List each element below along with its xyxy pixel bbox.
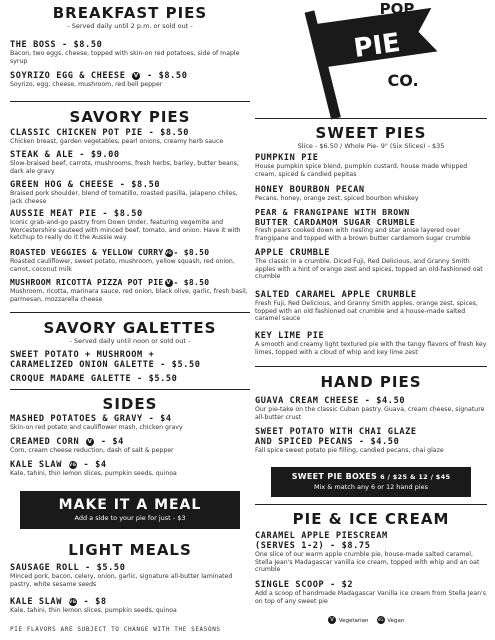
sides-title: SIDES [102,395,158,413]
item-desc: Corn, cream cheese reduction, dash of salt & pepper [10,447,174,454]
galettes-title: SAVORY GALETTES [43,319,217,337]
vegan-icon: VG [165,250,172,255]
boxes-sub: Mix & match any 6 or 12 hand pies [313,483,429,491]
vegan-icon: VG [377,617,384,622]
menu-item [10,248,250,273]
vegan-icon: VG [68,599,77,604]
breakfast-title: BREAKFAST PIES [52,4,208,22]
item-name: KALE SLAW VG - $4 [10,460,107,470]
sweet-title: SWEET PIES [315,124,427,142]
item-desc: Roasted cauliflower, sweet potato, mushroom, yellow squash, red onion, carrot, coconut milk [10,258,235,273]
menu-item [10,414,250,432]
menu-item [255,531,487,574]
hand-pies-section [255,373,487,391]
make-it-a-meal-banner [20,491,240,529]
make-meal-title: MAKE IT A MEAL [58,497,202,513]
item-desc: Chicken breast, garden vegetables, pearl onions, creamy herb sauce [10,138,224,145]
sweet-prices: Slice - $6.50 / Whole Pie- 9" (Six Slices) - $35 [297,142,445,150]
sweet-section [255,124,487,151]
item-desc: A smooth and creamy light textured pie with the tangy flavors of fresh key limes, topped with a cloud of whip and key lime zest [255,341,487,356]
vegetarian-icon: V [133,73,139,79]
light-meals-section [10,541,250,559]
item-name-cont: CARAMELIZED ONION GALETTE - $5.50 [10,360,201,370]
menu-item [255,427,487,455]
boxes-title: SWEET PIE BOXES 6 / $25 & 12 / $45 [291,472,451,481]
item-name: SAUSAGE ROLL - $5.50 [10,563,126,573]
item-name: CREAMED CORN V - $4 [10,437,124,447]
divider [10,312,250,313]
divider [255,366,487,367]
item-name: APPLE CRUMBLE [255,248,331,258]
vegetarian-icon: V [328,616,336,624]
vegan-icon: VG [68,462,77,467]
ice-cream-title: PIE & ICE CREAM [292,510,450,528]
item-name: PUMPKIN PIE [255,153,319,163]
menu-item [255,580,487,605]
breakfast-section [10,4,250,31]
vegetarian-icon: V [87,439,93,445]
vegetarian-icon: V [166,280,171,286]
menu-item [10,278,250,303]
menu-item [10,128,250,146]
menu-item [10,563,250,588]
make-meal-sub: Add a side to your pie for just - $3 [74,514,186,522]
logo-pie: PIE [351,27,403,65]
item-desc: Fall spice sweet potato pie filling, candied pecans, chai glaze [255,447,444,454]
menu-item [255,290,487,323]
item-name: CARAMEL APPLE PIESCREAM [255,531,388,541]
divider [10,389,250,390]
breakfast-note: - Served daily until 2 p.m. or sold out - [67,22,193,30]
item-desc: Minced pork, bacon, celery, onion, garlic, signature all-butter laminated pastry, white sesame seeds [10,573,233,588]
item-name: KALE SLAW VG - $8 [10,597,107,607]
item-name: GUAVA CREAM CHEESE - $4.50 [255,396,406,406]
item-name: MASHED POTATOES & GRAVY - $4 [10,414,172,424]
item-name: SOYRIZO EGG & CHEESE V - $8.50 [10,71,188,81]
item-desc: One slice of our warm apple crumble pie, house-made salted caramel, Stella Jean's Madagascar vanilla ice cream, topped with whip and an oat crumble [255,551,480,574]
savory-section [10,108,250,126]
item-desc: The classic in a crumble. Diced Fuji, Red Delicious, and Granny Smith apples with a hint of orange zest and spices, topped an old-fashioned oat crumble [255,258,483,281]
menu-item [255,248,487,281]
item-desc: Iconic grab-and-go pastry from Down Under, featuring vegemite and Worcestershire sauteed with minced beef, tomato, and onion. Have it with ketchup to really do it the Aussie way [10,219,241,242]
item-name: AUSSIE MEAT PIE - $8.50 [10,209,143,219]
menu-item [10,150,250,175]
item-desc: Fresh Fuji, Red Delicious, and Granny Smith apples, orange zest, spices, topped with an old fashioned oat crumble and a house-made salted caramel sauce [255,300,478,323]
savory-title: SAVORY PIES [69,108,191,126]
diet-legend [327,616,404,626]
logo-co: CO. [387,71,419,90]
item-name: CROQUE MADAME GALETTE - $5.50 [10,374,178,384]
item-name: SINGLE SCOOP - $2 [255,580,354,590]
item-desc: Our pie-take on the classic Cuban pastry. Guava, cream cheese, signature all-butter crust [255,406,485,421]
ice-cream-section [255,510,487,528]
menu-item [255,207,487,242]
menu-item [255,185,487,203]
galettes-note: - Served daily until noon or sold out - [69,337,191,345]
menu-item [10,71,250,89]
item-desc: Kale, tahini, thin lemon slices, pumpkin seeds, quinoa [10,470,177,477]
item-name: HONEY BOURBON PECAN [255,185,365,195]
galettes-section [10,319,250,346]
item-name: SWEET POTATO + MUSHROOM + [10,350,155,360]
item-desc: Soyrizo, egg, cheese, mushroom, red bell pepper [10,81,163,88]
item-desc: Bacon, two eggs, cheese, topped with skin-on red potatoes, side of maple syrup [10,50,240,65]
menu-item [255,153,487,178]
pop-pie-co-logo [295,2,450,122]
sides-section [10,395,250,413]
light-meals-title: LIGHT MEALS [68,541,192,559]
item-name: STEAK & ALE - $9.00 [10,150,120,160]
item-name: SALTED CARAMEL APPLE CRUMBLE [255,290,417,300]
menu-item [10,209,250,242]
menu-item [10,597,250,615]
item-name: GREEN HOG & CHEESE - $8.50 [10,180,161,190]
menu-item [10,460,250,478]
item-name: THE BOSS - $8.50 [10,40,103,50]
legend-vegetarian: Vegetarian [338,618,369,624]
item-desc: Braised pork shoulder, blend of tomatillo, roasted pasilla, jalapeno chiles, jack cheese [10,190,238,205]
menu-item [255,396,487,421]
menu-item [10,437,250,455]
menu-item [255,331,487,356]
item-name: PEAR & FRANGIPANE WITH BROWN [255,207,410,217]
menu-item [10,180,250,205]
menu-item [10,40,250,65]
item-desc: Slow-braised beef, carrots, mushrooms, fresh herbs, barley, butter beans, dark ale gravy [10,160,239,175]
divider [255,504,487,505]
sweet-pie-boxes-banner [271,467,471,497]
hand-pies-title: HAND PIES [320,373,422,391]
menu-item [10,350,250,370]
item-desc: Kale, tahini, thin lemon slices, pumpkin seeds, quinoa [10,607,177,614]
item-name: SWEET POTATO WITH CHAI GLAZE [255,427,417,437]
item-name: MUSHROOM RICOTTA PIZZA POT PIE V - $8.50 [10,278,210,287]
item-desc: Skin-on red potato and cauliflower mash, chicken gravy [10,424,183,431]
item-desc: Mushroom, ricotta, marinara sauce, red onion, black olive, garlic, fresh basil, parmesan, mozzarella cheese [10,288,248,303]
item-name-cont: (SERVES 1-2) - $8.75 [255,541,371,551]
item-desc: Add a scoop of handmade Madagascar Vanilla ice cream from Stella Jean's on top of any sweet pie [255,590,486,605]
divider [10,101,250,102]
item-name-cont: BUTTER CARDAMOM SUGAR CRUMBLE [255,217,416,227]
item-desc: Pecans, honey, orange zest, spiced bourbon whiskey [255,195,419,202]
logo-pop: POP [379,2,415,18]
menu-item [10,374,250,384]
item-name: ROASTED VEGGIES & YELLOW CURRY VG - $8.50 [10,248,210,257]
footer-note: PIE FLAVORS ARE SUBJECT TO CHANGE WITH THE SEASONS [10,626,221,633]
item-name: KEY LIME PIE [255,331,325,341]
legend-vegan: Vegan [387,618,405,624]
item-desc: Fresh pears cooked down with riesling and star anise layered over frangipane and topped with a brown butter cardamom sugar crumble [255,227,471,242]
item-name: CLASSIC CHICKEN POT PIE - $8.50 [10,128,189,138]
item-name-cont: AND SPICED PECANS - $4.50 [255,437,400,447]
item-desc: House pumpkin spice blend, pumpkin custard, house made whipped cream, spiced & candied pepitas [255,163,468,178]
divider [255,118,487,119]
